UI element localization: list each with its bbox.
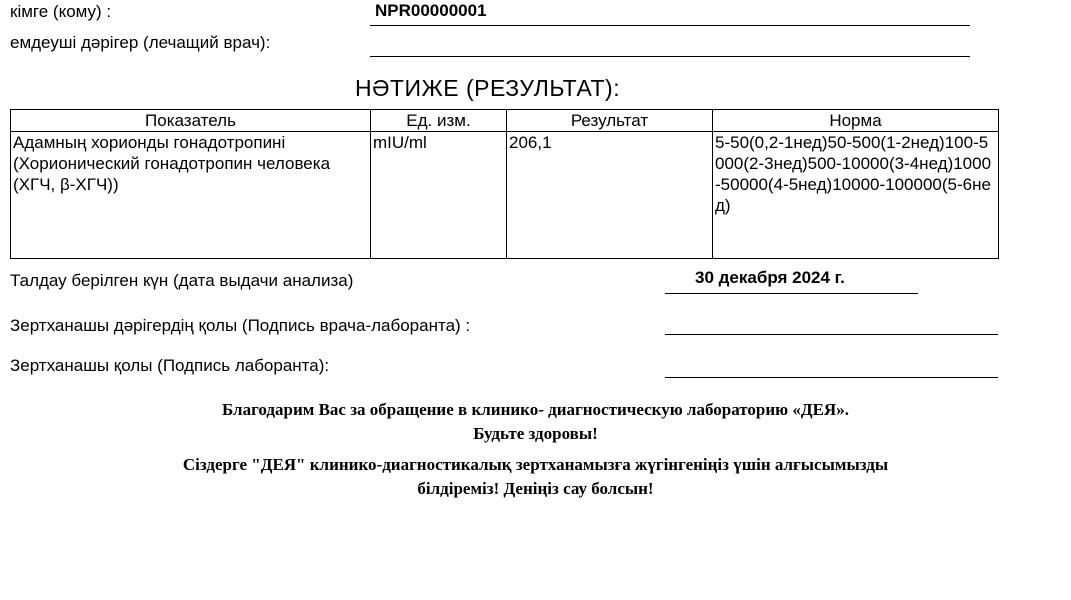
issue-date-label: Талдау берілген күн (дата выдачи анализа) bbox=[10, 271, 354, 290]
column-header-unit: Ед. изм. bbox=[371, 110, 507, 132]
footer-thanks-kz: Сіздерге "ДЕЯ" клинико-диагностикалық зертханамызға жүгінгеніңіз үшін алғысымызды bbox=[182, 455, 889, 474]
norm-cell: 5-50(0,2-1нед)50-500(1-2нед)100-5000(2-3нед)500-10000(3-4нед)1000-50000(4-5нед)10000-100000(5-6нед) bbox=[713, 132, 999, 259]
lab-signature-label: Зертханашы қолы (Подпись лаборанта): bbox=[10, 356, 330, 375]
lab-signature-line bbox=[665, 377, 998, 378]
doctor-signature-label: Зертханашы дәрігердің қолы (Подпись врача-лаборанта) : bbox=[10, 316, 471, 335]
column-header-indicator: Показатель bbox=[11, 110, 371, 132]
table-header-row bbox=[11, 110, 999, 132]
issue-date-underline bbox=[665, 293, 918, 294]
recipient-value: NPR00000001 bbox=[375, 1, 487, 20]
footer-thanks-ru: Благодарим Вас за обращение в клинико- диагностическую лабораторию «ДЕЯ». bbox=[222, 400, 849, 419]
footer-wish-kz: білдіреміз! Деніңіз сау болсын! bbox=[417, 479, 654, 498]
doctor-signature-line bbox=[665, 334, 998, 335]
attending-doctor-label: емдеуші дәрігер (лечащий врач): bbox=[10, 33, 271, 52]
result-cell: 206,1 bbox=[507, 132, 713, 259]
indicator-cell: Адамның хорионды гонадотропині (Хорионический гонадотропин человека (ХГЧ, β-ХГЧ)) bbox=[11, 132, 371, 259]
recipient-label: кімге (кому) : bbox=[10, 2, 112, 21]
results-table bbox=[10, 109, 999, 259]
table-row bbox=[11, 132, 999, 259]
footer-wish-ru: Будьте здоровы! bbox=[473, 424, 598, 443]
column-header-result: Результат bbox=[507, 110, 713, 132]
recipient-underline bbox=[370, 25, 970, 26]
issue-date-value: 30 декабря 2024 г. bbox=[695, 268, 845, 287]
column-header-norm: Норма bbox=[713, 110, 999, 132]
attending-doctor-underline bbox=[370, 56, 970, 57]
section-title: НӘТИЖЕ (РЕЗУЛЬТАТ): bbox=[355, 75, 621, 101]
unit-cell: mIU/ml bbox=[371, 132, 507, 259]
